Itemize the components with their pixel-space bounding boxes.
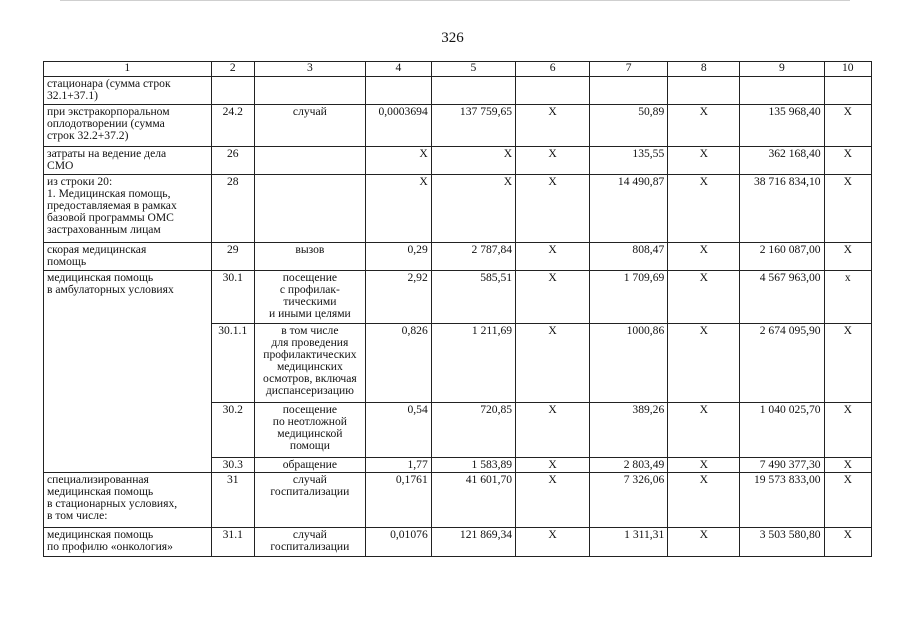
- page-number: 326: [441, 30, 464, 46]
- table-cell: X: [668, 271, 740, 324]
- table-row: [44, 528, 872, 557]
- unit-cell: вызов: [254, 243, 365, 271]
- table-cell: 0,01076: [365, 528, 431, 557]
- table-cell: 14 490,87: [590, 175, 668, 243]
- table-cell: [824, 77, 871, 105]
- table-cell: 585,51: [431, 271, 515, 324]
- column-number: 10: [824, 62, 871, 77]
- table-cell: 1,77: [365, 458, 431, 473]
- unit-cell: в том числе для проведения профилактических медицинских осмотров, включая диспансеризацию: [254, 324, 365, 403]
- table-cell: X: [824, 473, 871, 528]
- table-cell: X: [516, 458, 590, 473]
- table-cell: X: [668, 458, 740, 473]
- table-cell: 50,89: [590, 105, 668, 147]
- table-cell: 1 311,31: [590, 528, 668, 557]
- table-cell: X: [516, 243, 590, 271]
- table-row: [44, 271, 872, 324]
- row-code: 31.1: [211, 528, 254, 557]
- table-cell: X: [824, 458, 871, 473]
- row-code: 29: [211, 243, 254, 271]
- table-cell: X: [516, 324, 590, 403]
- column-number: 8: [668, 62, 740, 77]
- table-row: [44, 175, 872, 243]
- row-code: 26: [211, 147, 254, 175]
- table-cell: 7 326,06: [590, 473, 668, 528]
- table-cell: 2 803,49: [590, 458, 668, 473]
- table-cell: 4 567 963,00: [740, 271, 824, 324]
- column-number: 2: [211, 62, 254, 77]
- table-cell: 7 490 377,30: [740, 458, 824, 473]
- table-cell: x: [824, 271, 871, 324]
- row-code: 28: [211, 175, 254, 243]
- table-cell: 2 674 095,90: [740, 324, 824, 403]
- table-cell: X: [824, 528, 871, 557]
- table-row: [44, 105, 872, 147]
- unit-cell: [254, 77, 365, 105]
- table-cell: 362 168,40: [740, 147, 824, 175]
- column-number: 3: [254, 62, 365, 77]
- unit-cell: посещение с профилак- тическими и иными целями: [254, 271, 365, 324]
- table-row: [44, 147, 872, 175]
- row-label: медицинская помощь по профилю «онкология»: [44, 528, 212, 557]
- row-code: 31: [211, 473, 254, 528]
- table-cell: X: [516, 473, 590, 528]
- table-cell: X: [668, 528, 740, 557]
- table-cell: [431, 77, 515, 105]
- unit-cell: случай госпитализации: [254, 473, 365, 528]
- table-cell: X: [516, 271, 590, 324]
- scan-top-edge: [60, 0, 850, 1]
- column-number: 1: [44, 62, 212, 77]
- unit-cell: обращение: [254, 458, 365, 473]
- table-cell: X: [516, 403, 590, 458]
- table-cell: 1 583,89: [431, 458, 515, 473]
- row-code: 30.1: [211, 271, 254, 324]
- table-cell: X: [365, 147, 431, 175]
- unit-cell: [254, 175, 365, 243]
- row-label: из строки 20: 1. Медицинская помощь, предоставляемая в рамках базовой программы ОМС застрахованным лицам: [44, 175, 212, 243]
- table-cell: X: [668, 105, 740, 147]
- table-cell: 0,1761: [365, 473, 431, 528]
- table-cell: 808,47: [590, 243, 668, 271]
- table-cell: X: [668, 473, 740, 528]
- unit-cell: случай: [254, 105, 365, 147]
- table-cell: 1 709,69: [590, 271, 668, 324]
- table-cell: 1000,86: [590, 324, 668, 403]
- table-header-row: [44, 62, 872, 77]
- table-cell: 389,26: [590, 403, 668, 458]
- table-cell: X: [668, 243, 740, 271]
- table-cell: 0,29: [365, 243, 431, 271]
- table-cell: 2 787,84: [431, 243, 515, 271]
- table-cell: X: [668, 403, 740, 458]
- table-cell: 2,92: [365, 271, 431, 324]
- row-label: стационара (сумма строк 32.1+37.1): [44, 77, 212, 105]
- table-cell: X: [668, 147, 740, 175]
- table-cell: 135,55: [590, 147, 668, 175]
- table-cell: 41 601,70: [431, 473, 515, 528]
- unit-cell: посещение по неотложной медицинской помощи: [254, 403, 365, 458]
- table-cell: 3 503 580,80: [740, 528, 824, 557]
- row-label: при экстракорпоральном оплодотворении (сумма строк 32.2+37.2): [44, 105, 212, 147]
- table-cell: 1 211,69: [431, 324, 515, 403]
- table-cell: 1 040 025,70: [740, 403, 824, 458]
- table-cell: 121 869,34: [431, 528, 515, 557]
- table-cell: [740, 77, 824, 105]
- table-cell: 2 160 087,00: [740, 243, 824, 271]
- table-cell: 38 716 834,10: [740, 175, 824, 243]
- unit-cell: [254, 147, 365, 175]
- row-code: 24.2: [211, 105, 254, 147]
- table-cell: X: [824, 324, 871, 403]
- table-cell: X: [516, 147, 590, 175]
- row-code: [211, 77, 254, 105]
- table-cell: X: [824, 147, 871, 175]
- row-label: затраты на ведение дела СМО: [44, 147, 212, 175]
- table-cell: X: [431, 147, 515, 175]
- table-cell: 135 968,40: [740, 105, 824, 147]
- row-label: специализированная медицинская помощь в стационарных условиях, в том числе:: [44, 473, 212, 528]
- column-number: 9: [740, 62, 824, 77]
- column-number: 4: [365, 62, 431, 77]
- table-cell: X: [824, 175, 871, 243]
- table-row: [44, 243, 872, 271]
- table-cell: [668, 77, 740, 105]
- table-cell: 0,0003694: [365, 105, 431, 147]
- row-label: скорая медицинская помощь: [44, 243, 212, 271]
- table-cell: X: [824, 403, 871, 458]
- table-cell: [365, 77, 431, 105]
- table-row: [44, 77, 872, 105]
- column-number: 6: [516, 62, 590, 77]
- table-cell: X: [516, 528, 590, 557]
- row-code: 30.3: [211, 458, 254, 473]
- table-cell: X: [824, 243, 871, 271]
- unit-cell: случай госпитализации: [254, 528, 365, 557]
- table-cell: 720,85: [431, 403, 515, 458]
- row-label: медицинская помощь в амбулаторных условиях: [44, 271, 212, 473]
- table-cell: 0,826: [365, 324, 431, 403]
- table-cell: 0,54: [365, 403, 431, 458]
- table-cell: X: [668, 324, 740, 403]
- table-row: [44, 473, 872, 528]
- table-cell: [590, 77, 668, 105]
- data-table: [43, 61, 872, 557]
- row-code: 30.2: [211, 403, 254, 458]
- table-cell: [516, 77, 590, 105]
- row-code: 30.1.1: [211, 324, 254, 403]
- column-number: 7: [590, 62, 668, 77]
- table-cell: 137 759,65: [431, 105, 515, 147]
- table-cell: X: [824, 105, 871, 147]
- table-cell: X: [431, 175, 515, 243]
- table-cell: X: [516, 105, 590, 147]
- table-cell: X: [365, 175, 431, 243]
- table-cell: X: [516, 175, 590, 243]
- column-number: 5: [431, 62, 515, 77]
- table-cell: 19 573 833,00: [740, 473, 824, 528]
- table-cell: X: [668, 175, 740, 243]
